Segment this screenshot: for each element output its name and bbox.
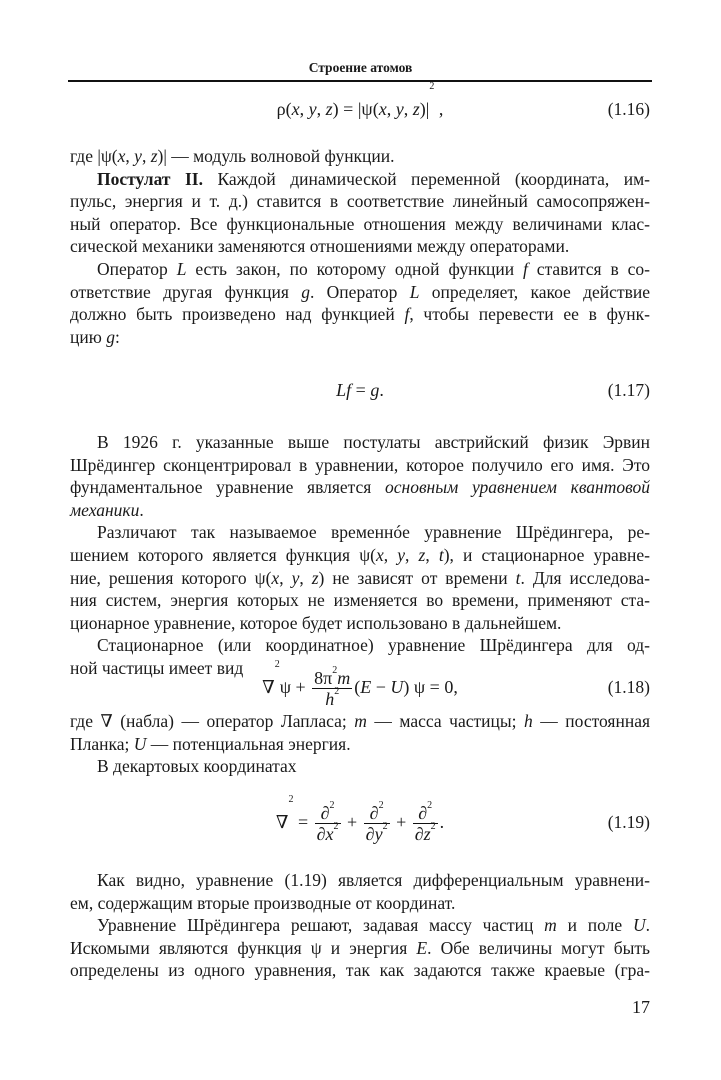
text-run: ∂ [369,803,379,824]
text-run: ния систем, энергия которых не изменяется во времени, применяют ста- [70,590,650,611]
italic-text: x [271,567,280,588]
text-line [70,168,650,191]
italic-text: E [416,937,428,958]
bold-text: Постулат II. [97,168,203,189]
italic-text: m [337,668,351,689]
superscript: 2 [288,794,294,805]
text-run: ( [354,677,361,697]
text-run: ∇ [262,677,275,697]
text-run: ) ψ = 0, [403,677,458,697]
text-line [70,499,650,522]
fraction [312,665,352,710]
text-run: . [645,915,650,936]
italic-text: Lf [336,380,352,400]
text-line [70,235,650,258]
italic-text: x [291,99,300,119]
italic-text: z [150,146,158,166]
text-run: Стационарное (или координатное) уравнение Шрёдингера для од- [97,635,650,656]
text-line [70,914,650,937]
italic-text: m [544,915,557,936]
text-run: ∂ [414,824,424,845]
numerator [312,665,352,689]
text-line [70,454,650,477]
equation-number: (1.18) [607,677,650,697]
superscript: 2 [427,800,433,812]
text-run: пульс, энергия и т. д.) ставится в соответствие линейный самосопряжен- [70,191,650,212]
text-run: ψ + [279,677,311,697]
text-line [70,937,650,960]
equation-1-17 [70,365,650,415]
equation-body [70,365,650,415]
text-run: должно быть произведено над функцией [70,304,405,325]
paragraph-block-nabla [70,710,650,778]
text-line [70,281,650,304]
italic-text: механики [70,499,140,520]
text-run: Каждой динамической переменной (координата, им- [202,168,650,189]
superscript: 2 [329,800,335,812]
superscript: 2 [430,821,436,833]
text-run: , чтобы перевести ее в функ- [409,304,650,325]
italic-text: y [291,567,300,588]
text-line [70,476,650,499]
italic-text: z [325,99,333,119]
text-line [70,634,650,657]
equation-1-16 [70,81,650,134]
text-line [70,431,650,454]
text-run: , [425,544,439,565]
text-line [70,612,650,635]
text-line [70,258,650,281]
italic-text: L [176,258,187,279]
text-run: , [125,146,135,166]
text-run: ) = |ψ( [332,99,379,119]
text-run: + [342,812,362,832]
italic-text: x [117,146,126,166]
italic-text: основным уравнением квантовой [385,477,650,498]
text-run: Планка; [70,733,134,754]
text-run: . Для исследова- [520,567,651,588]
text-run: где ∇ (набла) — оператор Лапласа; [70,711,355,731]
denominator [364,821,390,845]
text-run: и поле [556,915,633,936]
text-run: ем, содержащим вторые производные от координат. [70,892,456,913]
italic-text: f [523,258,528,279]
text-run: , [299,99,309,119]
superscript: 2 [429,81,435,92]
text-run: = [351,380,371,400]
italic-text: t [438,544,444,565]
header-rule [68,80,652,82]
text-run: сической механики заменяются отношениями между операторами. [70,236,570,257]
text-run: шением которого является функция ψ( [70,544,376,565]
fraction [413,800,438,845]
superscript: 2 [332,665,338,677]
text-run: . [139,499,144,520]
text-line [70,869,650,892]
text-line [70,892,650,915]
text-run: , [383,544,398,565]
text-run: ответствие другая функция [70,281,302,302]
text-run: ∂ [365,824,375,845]
text-line [70,567,650,590]
text-run: − [371,677,391,697]
text-run: В 1926 г. указанные выше постулаты австрийский физик Эрвин [97,432,650,452]
text-run: Различают так называемое временнóе уравнение Шрёдингера, ре- [97,522,650,543]
italic-text: t [515,567,521,588]
text-run: ∂ [320,803,330,824]
equation-body [70,659,650,712]
text-run: + [391,812,411,832]
text-run: . [379,380,384,400]
italic-text: m [354,711,367,731]
text-run: определены из одного уравнения, так как задаются также краевые (гра- [70,960,650,981]
text-line [70,521,650,544]
text-run: ставится в со- [527,258,650,279]
text-run: , [403,99,413,119]
superscript: 2 [382,821,388,833]
italic-text: y [134,146,142,166]
equation-number: (1.19) [607,812,650,832]
fraction [364,800,390,845]
text-run: — постоянная [532,711,651,731]
text-run: . [439,812,445,832]
equation-number: (1.17) [607,380,650,400]
fraction [315,800,341,845]
text-run: . Оператор [309,281,410,302]
text-line [70,303,650,326]
equation-number: (1.16) [607,99,650,119]
text-line [70,710,650,733]
text-run: Искомыми являются функция ψ и энергия [70,937,417,958]
text-run: ционарное уравнение, которое будет использовано в дальнейшем. [70,612,562,633]
italic-text: y [397,544,406,565]
text-run: , [386,99,396,119]
text-run: ) не зависят от времени [318,567,516,588]
text-run: ρ( [276,99,292,119]
paragraph-block-postulate [70,145,650,348]
text-run: , [405,544,419,565]
text-run: ние, решения которого ψ( [70,567,272,588]
denominator [312,686,352,710]
italic-text: f [404,304,410,325]
italic-text: h [325,689,335,710]
text-run: Уравнение Шрёдингера решают, задавая массу частиц [97,915,545,936]
italic-text: U [632,915,646,936]
text-run: ный оператор. Все функциональные отношения между величинами клас- [70,213,650,234]
text-run: ), и стационарное уравне- [443,544,651,565]
text-line [70,326,650,349]
text-run: Шрёдингер сконцентрировал в уравнении, которое получило его имя. Это [70,454,650,475]
text-run: ной частицы имеет вид [70,657,244,678]
text-run: , [316,99,326,119]
italic-text: y [374,824,383,845]
text-run: — потенциальная энергия. [146,733,351,754]
italic-text: h [524,711,533,731]
text-line [70,190,650,213]
text-run: ∇ [275,812,289,832]
text-run: Как видно, уравнение (1.19) является дифференциальным уравнени- [97,870,650,890]
text-run: , [279,567,292,588]
text-run: есть закон, по которому одной функции [186,258,523,279]
page-number: 17 [632,997,650,1017]
text-run: )| [419,99,430,119]
italic-text: L [409,281,420,302]
italic-text: U [133,733,147,754]
text-run: 8π [314,668,333,689]
text-run: = [293,812,313,832]
text-line [70,544,650,567]
italic-text: z [311,567,319,588]
text-run: цию [70,326,107,347]
italic-text: E [360,677,372,697]
text-run: где |ψ( [70,146,118,166]
text-run: ∂ [316,824,326,845]
running-header: Строение атомов [308,60,413,75]
superscript: 2 [333,821,339,833]
text-run: Оператор [97,258,177,279]
text-run: определяет, какое действие [419,281,650,302]
italic-text: z [423,824,431,845]
superscript: 2 [334,686,340,698]
superscript: 2 [274,659,280,670]
denominator [315,821,341,845]
text-run: — масса частицы; [366,711,524,731]
denominator [413,821,438,845]
italic-text: z [418,544,426,565]
paragraph-block-solution [70,869,650,982]
text-line [70,213,650,236]
text-run: )| — модуль волновой функции. [157,146,395,166]
italic-text: z [412,99,420,119]
italic-text: g [370,380,380,400]
italic-text: x [325,824,334,845]
text-run: : [114,326,120,347]
text-run: В декартовых координатах [97,756,297,777]
superscript: 2 [378,800,384,812]
text-run: фундаментальное уравнение является [70,477,386,498]
text-run: . Обе величины могут быть [427,937,650,958]
text-run: , [299,567,312,588]
equation-1-19 [70,794,650,847]
italic-text: U [390,677,404,697]
italic-text: x [375,544,384,565]
text-line [70,589,650,612]
text-run: , [434,99,444,119]
italic-text: g [301,281,310,302]
italic-text: x [378,99,387,119]
equation-body [70,794,650,847]
italic-text: g [106,326,115,347]
text-run: , [141,146,151,166]
text-line [70,755,650,778]
italic-text: y [308,99,317,119]
italic-text: y [395,99,404,119]
text-run: ∂ [418,803,428,824]
text-line [70,959,650,982]
equation-body [70,81,650,134]
text-line [70,733,650,756]
paragraph-block-schrodinger [70,431,650,680]
text-line [70,145,650,168]
equation-1-18 [70,659,650,712]
